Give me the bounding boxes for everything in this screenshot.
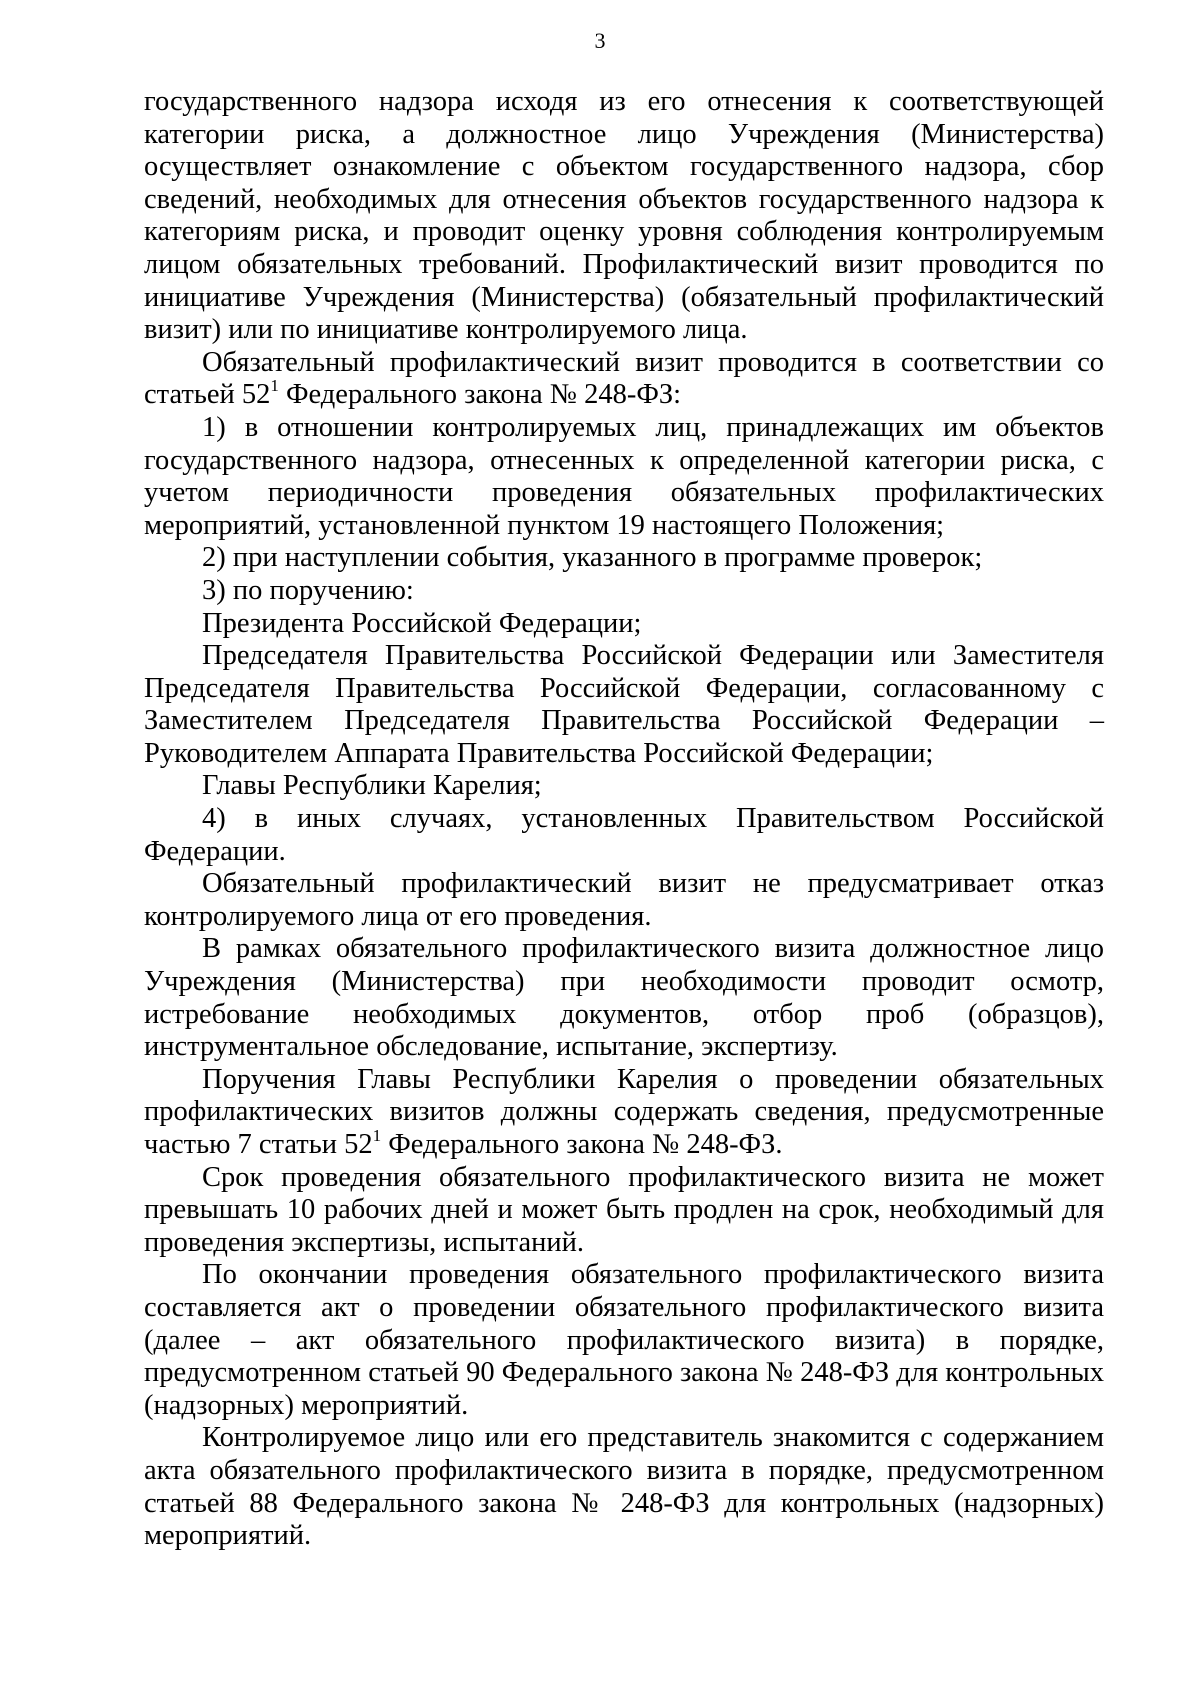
paragraph-2 [144,347,1104,412]
list-sub-item-president: Президента Российской Федерации; [202,607,642,639]
paragraph-2-text: Обязательный профилактический визит проводится в соответствии со статьей 52 [144,346,1104,411]
superscript-marker: 1 [372,1126,382,1146]
paragraph-instructions-text: Поручения Главы Республики Карелия о проведении обязательных профилактических визитов должны содержать сведения, предусмотренные частью 7 статьи 52 [144,1063,1104,1160]
document-body [144,86,1104,1553]
list-item-3: 3) по поручению: [202,574,414,606]
paragraph-duration: Срок проведения обязательного профилактического визита не может превышать 10 рабочих дней и может быть продлен на срок, необходимый для проведения экспертизы, испытаний. [144,1161,1104,1258]
paragraph-instructions [144,1064,1104,1162]
list-item-4: 4) в иных случаях, установленных Правительством Российской Федерации. [144,803,1104,867]
page-number: 3 [594,28,606,53]
list-item-1: 1) в отношении контролируемых лиц, принадлежащих им объектов государственного надзора, отнесенных к определенной категории риска, с учетом периодичности проведения обязательных профилактических мероприятий, установленной пунктом 19 настоящего Положения; [144,411,1104,541]
superscript-marker: 1 [270,376,279,396]
paragraph-act: По окончании проведения обязательного профилактического визита составляется акт о проведении обязательного профилактического визита (далее – акт обязательного профилактического визита) в порядке, предусмотренном статьей 90 Федерального закона № 248-ФЗ для контрольных (надзорных) мероприятий. [144,1259,1104,1421]
paragraph-instructions-text-end: Федерального закона № 248-ФЗ. [381,1129,783,1160]
list-item-2: 2) при наступлении события, указанного в программе проверок; [202,542,983,574]
list-sub-item-head-karelia: Главы Республики Карелия; [202,770,542,802]
paragraph-1: государственного надзора исходя из его отнесения к соответствующей категории риска, а должностное лицо Учреждения (Министерства) осуществляет ознакомление с объектом государственного надзора, сбор сведений, необходимых для отнесения объектов государственного надзора к категориям риска, и проводит оценку уровня соблюдения контролируемым лицом обязательных требований. Профилактический визит проводится по инициативе Учреждения (Министерства) (обязательный профилактический визит) или по инициативе контролируемого лица. [144,86,1104,346]
paragraph-no-refusal: Обязательный профилактический визит не предусматривает отказ контролируемого лица от его проведения. [144,868,1104,932]
paragraph-acquaintance: Контролируемое лицо или его представитель знакомится с содержанием акта обязательного профилактического визита в порядке, предусмотренном статьей 88 Федерального закона № 248-ФЗ для контрольных (надзорных) мероприятий. [144,1422,1104,1552]
paragraph-inspection-scope: В рамках обязательного профилактического визита должностное лицо Учреждения (Министерства) при необходимости проводит осмотр, истребование необходимых документов, отбор проб (образцов), инструментальное обследование, испытание, экспертизу. [144,933,1104,1063]
list-sub-item-government: Председателя Правительства Российской Федерации или Заместителя Председателя Правительства Российской Федерации, согласованному с Заместителем Председателя Правительства Российской Федерации – Руководителем Аппарата Правительства Российской Федерации; [144,640,1104,769]
paragraph-2-text-end: Федерального закона № 248-ФЗ: [278,379,682,411]
